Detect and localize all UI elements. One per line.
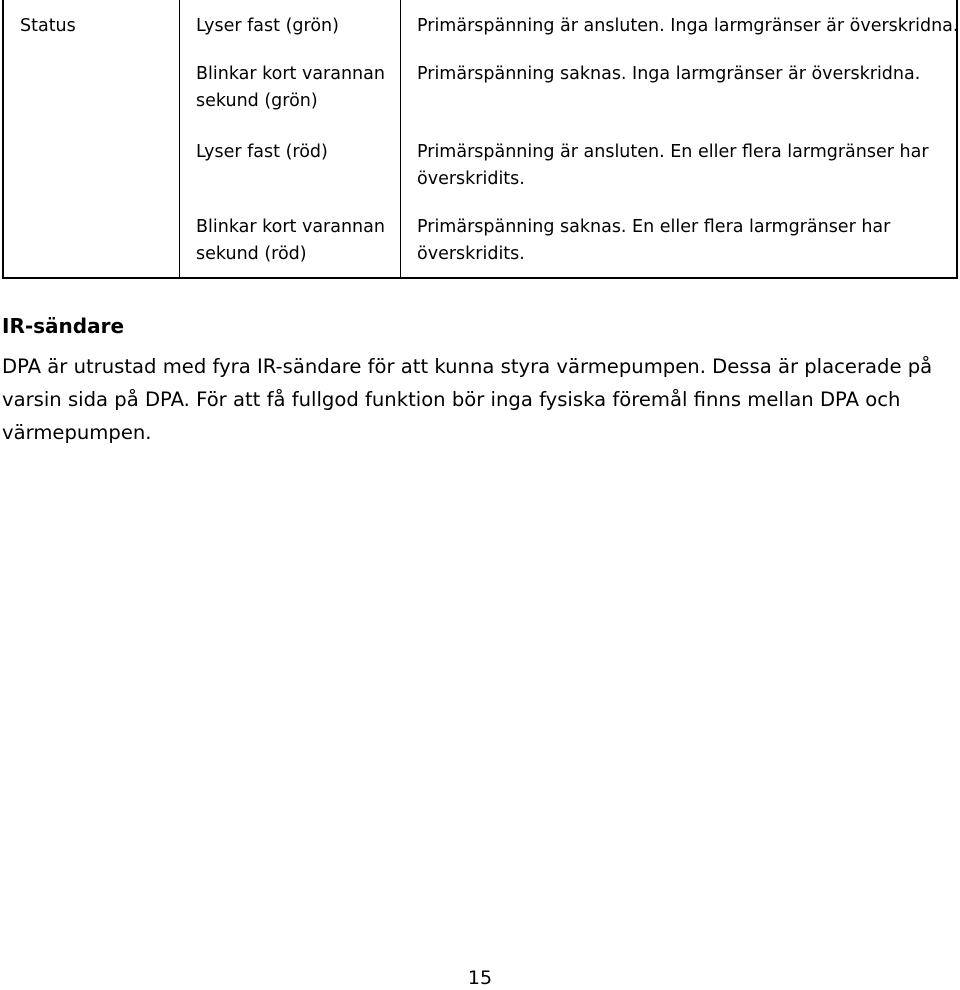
page-number: 15 [467,967,493,989]
body-line: värmepumpen. [2,421,152,444]
body-line: varsin sida på DPA. För att få fullgod funktion bör inga fysiska föremål finns mellan DPA och [2,388,901,411]
meaning-text: överskridits. [417,169,525,189]
meaning-text: Primärspänning är ansluten. En eller flera larmgränser har [417,142,929,162]
meaning-text: Primärspänning är ansluten. Inga larmgränser är överskridna. [417,16,959,36]
meaning-column [401,0,959,277]
meaning-cell [417,139,929,193]
indicator-cell [196,139,328,166]
body-line: DPA är utrustad med fyra IR-sändare för att kunna styra värmepumpen. Dessa är placerade på [2,355,933,378]
meaning-text: överskridits. [417,244,525,264]
indicator-cell [196,13,339,40]
meaning-cell [417,214,890,268]
status-column [4,0,180,277]
indicator-cell [196,61,385,115]
indicator-text: Blinkar kort varannan [196,217,385,237]
indicator-text: sekund (grön) [196,91,318,111]
meaning-cell [417,13,958,40]
status-table [2,0,958,279]
indicator-text: Blinkar kort varannan [196,64,385,84]
status-label: Status [20,16,76,36]
indicator-text: Lyser fast (grön) [196,16,339,36]
section-body [2,350,952,449]
meaning-text: Primärspänning saknas. En eller flera larmgränser har [417,217,891,237]
indicator-text: sekund (röd) [196,244,307,264]
indicator-text: Lyser fast (röd) [196,142,328,162]
section-heading: IR-sändare [2,314,125,338]
indicator-cell [196,214,385,268]
meaning-text: Primärspänning saknas. Inga larmgränser är överskridna. [417,64,921,84]
meaning-cell [417,61,920,88]
indicator-column [180,0,401,277]
